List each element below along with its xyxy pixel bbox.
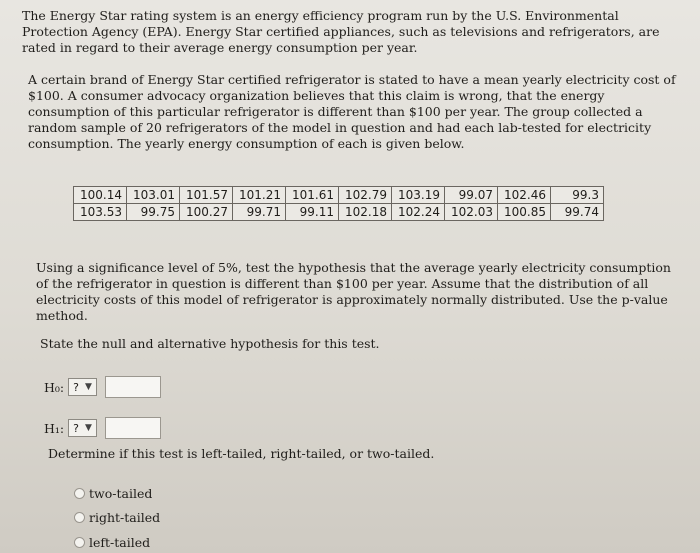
table-cell: 103.01 — [127, 187, 180, 204]
table-cell: 99.11 — [286, 204, 339, 221]
h1-row — [44, 417, 161, 439]
h0-operator-select[interactable] — [68, 378, 97, 396]
h0-row — [44, 376, 161, 398]
table-cell: 101.21 — [233, 187, 286, 204]
radio-label: right-tailed — [89, 510, 161, 525]
h1-value-input[interactable] — [105, 417, 161, 439]
table-cell: 102.79 — [339, 187, 392, 204]
table-row — [74, 204, 604, 221]
task-paragraph: Using a significance level of 5%, test the hypothesis that the average yearly electricity consumption of the refrigerator in question is different than $100 per year. Assume that the distribution of all electricity costs of this model of refrigerator is approximately normally distributed. Use the p-value method. — [36, 260, 671, 323]
h1-select-value: ? — [73, 421, 79, 435]
table-row — [74, 187, 604, 204]
h0-value-input[interactable] — [105, 376, 161, 398]
radio-left-tailed[interactable] — [74, 535, 150, 550]
table-cell: 99.07 — [445, 187, 498, 204]
table-cell: 102.24 — [392, 204, 445, 221]
radio-circle-icon — [74, 488, 85, 499]
h1-label: H₁: — [44, 420, 65, 436]
table-cell: 101.57 — [180, 187, 233, 204]
intro-paragraph: The Energy Star rating system is an energy efficiency program run by the U.S. Environmental Protection Agency (EPA). Energy Star certified appliances, such as televisions and refrigerators, are rated in regard to their average energy consumption per year. — [22, 8, 660, 55]
table-cell: 102.03 — [445, 204, 498, 221]
radio-right-tailed[interactable] — [74, 510, 160, 525]
tail-prompt: Determine if this test is left-tailed, right-tailed, or two-tailed. — [48, 446, 435, 461]
radio-circle-icon — [74, 537, 85, 548]
radio-label: left-tailed — [89, 535, 151, 550]
dropdown-arrow-icon: ▼ — [84, 423, 92, 433]
table-cell: 99.71 — [233, 204, 286, 221]
h0-select-value: ? — [73, 380, 79, 394]
dropdown-arrow-icon: ▼ — [84, 382, 92, 392]
table-cell: 99.74 — [551, 204, 604, 221]
table-cell: 103.19 — [392, 187, 445, 204]
table-cell: 100.27 — [180, 204, 233, 221]
radio-circle-icon — [74, 512, 85, 523]
table-cell: 100.14 — [74, 187, 127, 204]
table-cell: 102.18 — [339, 204, 392, 221]
radio-two-tailed[interactable] — [74, 486, 152, 501]
table-cell: 99.3 — [551, 187, 604, 204]
h0-label: H₀: — [44, 379, 65, 395]
radio-label: two-tailed — [89, 486, 153, 501]
table-cell: 99.75 — [127, 204, 180, 221]
table-cell: 100.85 — [498, 204, 551, 221]
table-cell: 102.46 — [498, 187, 551, 204]
table-cell: 101.61 — [286, 187, 339, 204]
h1-operator-select[interactable] — [68, 419, 97, 437]
hypothesis-prompt: State the null and alternative hypothesis for this test. — [40, 336, 380, 351]
problem-paragraph: A certain brand of Energy Star certified refrigerator is stated to have a mean yearly electricity cost of $100. A consumer advocacy organization believes that this claim is wrong, that the energy consumption of this particular refrigerator is different than $100 per year. The group collected a random sample of 20 refrigerators of the model in question and had each lab-tested for electricity consumption. The yearly energy consumption of each is given below. — [28, 72, 676, 151]
table-cell: 103.53 — [74, 204, 127, 221]
data-table — [73, 186, 604, 221]
